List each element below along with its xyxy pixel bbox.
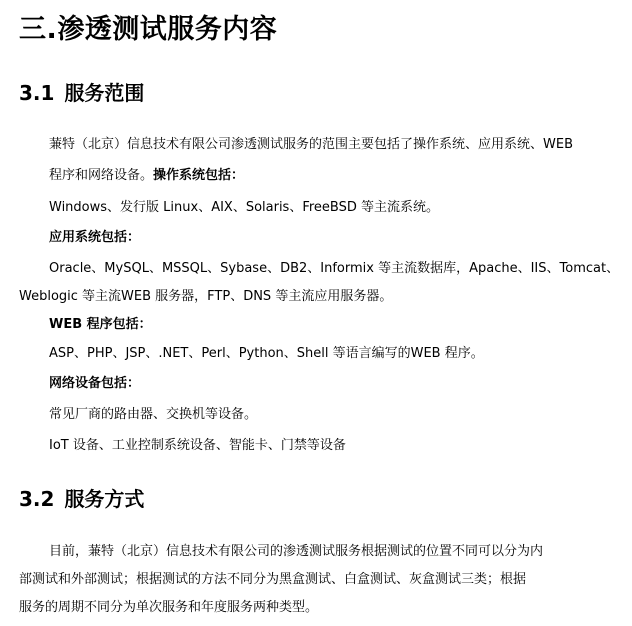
section-title: 服务方式 bbox=[64, 487, 145, 511]
app-label: 应用系统包括： bbox=[49, 230, 141, 245]
web-list: ASP、PHP、JSP、.NET、Perl、Python、Shell 等语言编写的WEB 程序。 bbox=[49, 346, 484, 361]
section-heading-service-mode bbox=[19, 484, 144, 514]
paragraph-text: 程序和网络设备。 bbox=[49, 168, 154, 183]
app-list-line: Weblogic 等主流WEB 服务器，FTP、DNS 等主流应用服务器。 bbox=[19, 289, 393, 304]
section-number: 3.2 bbox=[19, 487, 55, 511]
section-title: 服务范围 bbox=[64, 81, 145, 105]
paragraph-line: 部测试和外部测试；根据测试的方法不同分为黑盒测试、白盒测试、灰盒测试三类；根据 bbox=[19, 572, 527, 587]
paragraph-line: 目前，蒹特（北京）信息技术有限公司的渗透测试服务根据测试的位置不同可以分为内 bbox=[49, 544, 544, 559]
os-list: Windows、发行版 Linux、AIX、Solaris、FreeBSD 等主流系统。 bbox=[49, 200, 440, 215]
iot-list: IoT 设备、工业控制系统设备、智能卡、门禁等设备 bbox=[49, 438, 346, 453]
net-list: 常见厂商的路由器、交换机等设备。 bbox=[49, 407, 258, 422]
paragraph-line: 蒹特（北京）信息技术有限公司渗透测试服务的范围主要包括了操作系统、应用系统、WEB bbox=[49, 137, 573, 152]
paragraph-line bbox=[49, 166, 244, 186]
section-heading-service-scope bbox=[19, 78, 144, 108]
section-number: 3.1 bbox=[19, 81, 55, 105]
os-label: 操作系统包括： bbox=[153, 168, 245, 183]
net-label: 网络设备包括： bbox=[49, 376, 141, 391]
app-list-line: Oracle、MySQL、MSSQL、Sybase、DB2、Informix 等主流数据库，Apache、IIS、Tomcat、 bbox=[49, 261, 620, 276]
page-title: 三.渗透测试服务内容 bbox=[19, 14, 278, 45]
web-label: WEB 程序包括： bbox=[49, 317, 152, 332]
paragraph-line: 服务的周期不同分为单次服务和年度服务两种类型。 bbox=[19, 600, 319, 615]
